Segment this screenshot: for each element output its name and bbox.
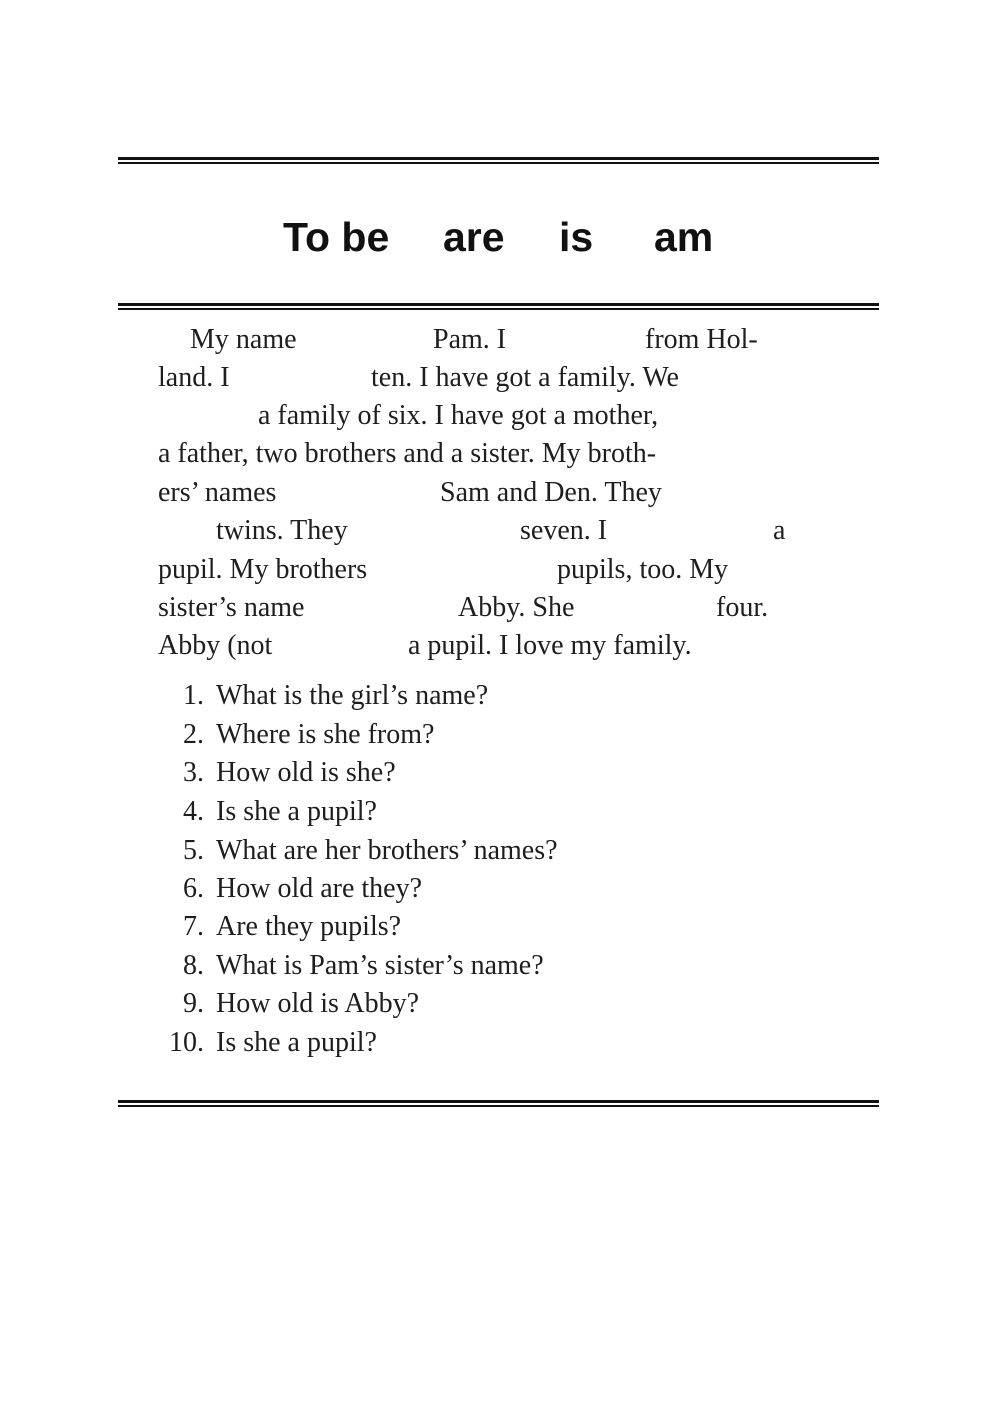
passage-segment: four. [716,592,769,623]
question-number: 2. [183,719,204,750]
passage-segment: from Hol- [645,324,758,355]
question-number: 5. [183,835,204,866]
middle-divider [118,303,879,310]
passage-segment: My name [190,324,297,355]
passage-segment: a [773,515,786,546]
question-text: Where is she from? [216,719,435,750]
question-text: Is she a pupil? [216,796,377,827]
passage-segment: seven. I [520,515,608,546]
question-text: What are her brothers’ names? [216,835,558,866]
question-number: 10. [169,1027,204,1058]
passage-line [0,474,1000,512]
bottom-divider [118,1100,879,1107]
passage-segment: Abby (not [158,630,273,661]
title-word-to-be: To be [283,214,390,260]
question-item [0,985,1000,1023]
question-text: Are they pupils? [216,911,402,942]
question-text: What is the girl’s name? [216,680,489,711]
passage-segment: ten. I have got a family. We [371,362,679,393]
passage-segment: a pupil. I love my family. [408,630,692,661]
question-number: 3. [183,757,204,788]
question-text: How old are they? [216,873,423,904]
passage-segment: land. I [158,362,230,393]
passage-line [0,627,1000,665]
question-number: 4. [183,796,204,827]
question-text: What is Pam’s sister’s name? [216,950,544,981]
passage-segment: pupils, too. My [557,554,729,585]
title-word-am: am [654,214,714,260]
passage-line [0,359,1000,397]
passage-segment: pupil. My brothers [158,554,368,585]
passage-line [0,435,1000,473]
passage-line [0,512,1000,550]
passage-segment: twins. They [216,515,348,546]
question-item [0,716,1000,754]
passage-segment: Abby. She [458,592,575,623]
question-item [0,677,1000,715]
passage-segment: Sam and Den. They [440,477,662,508]
question-item [0,870,1000,908]
question-item [0,908,1000,946]
passage-line [0,397,1000,435]
passage-segment: ers’ names [158,477,277,508]
question-text: Is she a pupil? [216,1027,377,1058]
question-text: How old is Abby? [216,988,419,1019]
passage-segment: Pam. I [433,324,507,355]
question-item [0,793,1000,831]
question-number: 7. [183,911,204,942]
question-number: 6. [183,873,204,904]
title-word-is: is [559,214,594,260]
question-number: 1. [183,680,204,711]
passage-segment: a family of six. I have got a mother, [258,400,659,431]
question-item [0,832,1000,870]
passage-line [0,551,1000,589]
question-item [0,1024,1000,1062]
question-number: 9. [183,988,204,1019]
question-item [0,754,1000,792]
passage-segment: sister’s name [158,592,305,623]
passage-segment: a father, two brothers and a sister. My broth- [158,438,657,469]
passage-line [0,589,1000,627]
top-divider [118,157,879,164]
title-word-are: are [443,214,505,260]
question-text: How old is she? [216,757,396,788]
passage-line [0,321,1000,359]
question-item [0,947,1000,985]
question-number: 8. [183,950,204,981]
